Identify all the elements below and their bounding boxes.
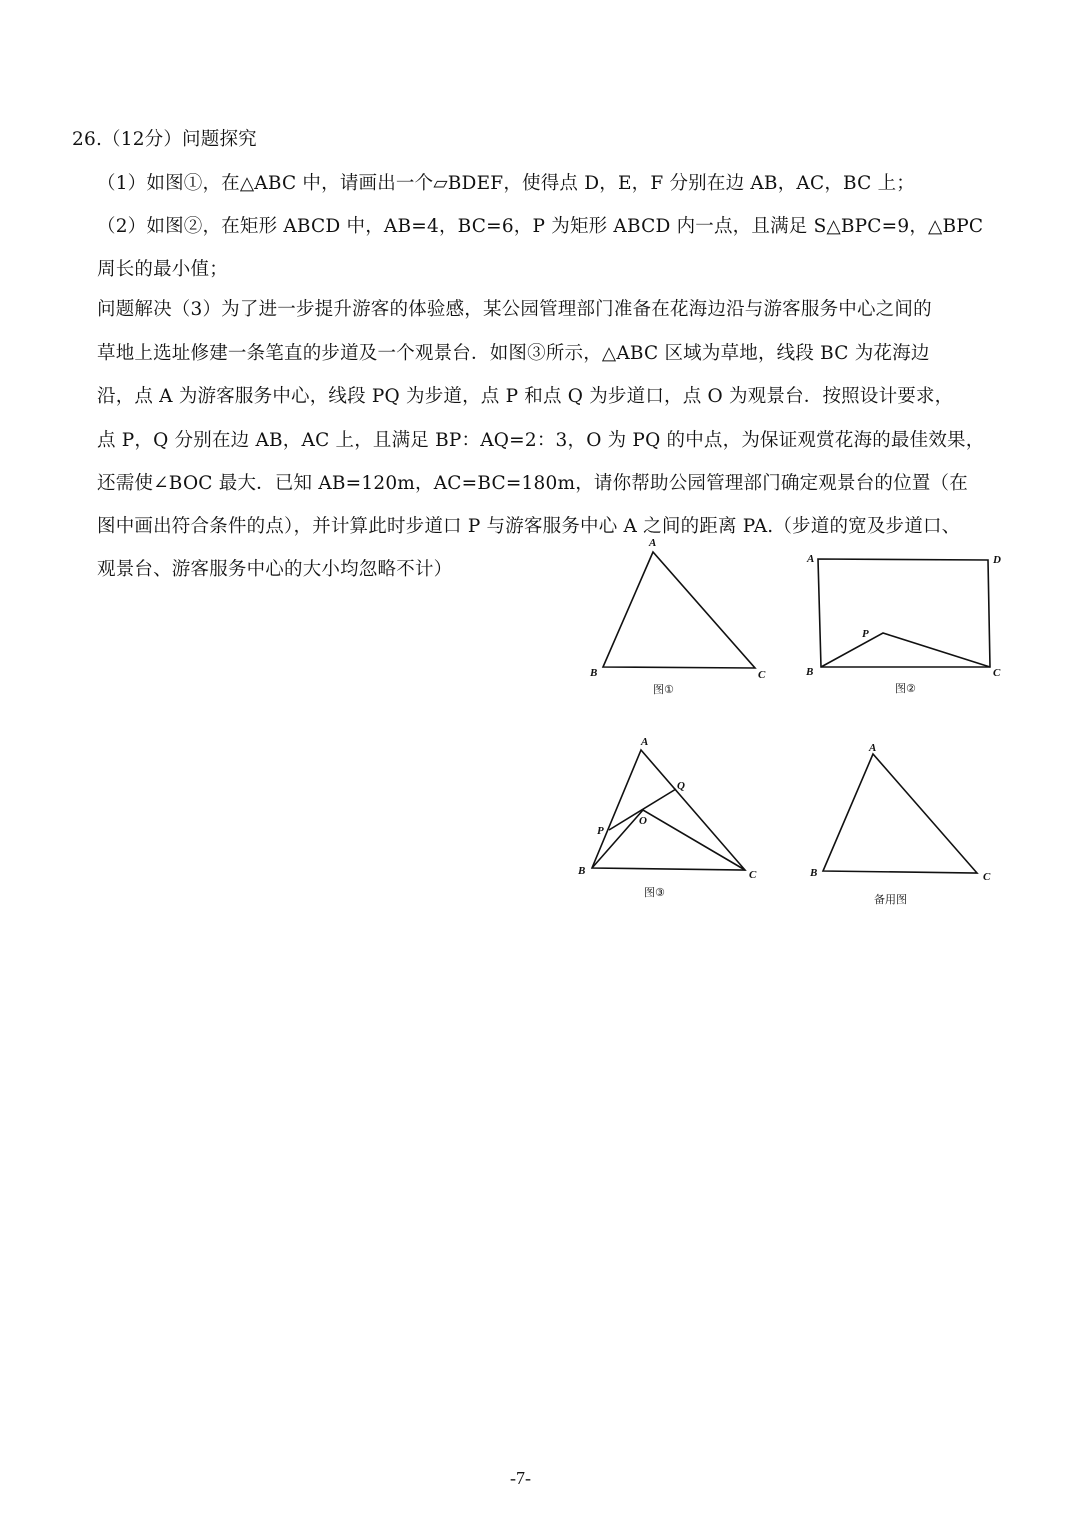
label-a: A [869,742,877,754]
label-a: A [641,736,649,748]
figure-caption: 图③ [644,886,665,899]
part1-text: （1）如图①，在△ABC 中，请画出一个▱BDEF，使得点 D，E，F 分别在边 AB，AC，BC 上； [97,173,915,194]
part2-line: （2）如图②，在矩形 ABCD 中，AB=4，BC=6，P 为矩形 ABCD 内一点，且满足 S△BPC=9，△BPC [97,216,984,237]
part3-line: 问题解决（3）为了进一步提升游客的体验感，某公园管理部门准备在花海边沿与游客服务中心之间的 [97,299,932,320]
label-p: P [597,825,604,837]
part3-line: 还需使∠BOC 最大．已知 AB=120m，AC=BC=180m，请你帮助公园管理部门确定观景台的位置（在 [97,473,968,494]
figure-caption: 图② [895,682,916,695]
label-a: A [807,553,815,565]
figure-caption: 图① [653,683,674,696]
label-q: Q [677,780,685,792]
figure-1 [589,537,766,696]
angle-boc [592,810,745,870]
triangle-abc [603,552,755,668]
label-c: C [983,871,991,883]
label-a: A [649,537,657,549]
label-p: P [862,628,869,640]
label-c: C [993,667,1001,679]
label-o: O [639,815,647,827]
part3-line: 草地上选址修建一条笔直的步道及一个观景台．如图③所示，△ABC 区域为草地，线段 BC 为花海边 [97,343,930,364]
question-header: 26.（12分）问题探究 [72,129,257,150]
part3-line: 点 P，Q 分别在边 AB，AC 上，且满足 BP：AQ=2：3，O 为 PQ 的中点，为保证观赏花海的最佳效果， [97,430,985,451]
page-number: -7- [510,1468,531,1488]
part2-line: 周长的最小值； [97,259,228,280]
part3-line: 沿，点 A 为游客服务中心，线段 PQ 为步道，点 P 和点 Q 为步道口，点 O 为观景台．按照设计要求， [97,386,954,407]
label-c: C [749,869,757,881]
part3-line: 观景台、游客服务中心的大小均忽略不计） [97,559,453,580]
rectangle-abcd [818,559,990,667]
label-b: B [810,867,818,879]
figure-caption: 备用图 [874,893,907,906]
triangle-abc [823,754,977,873]
triangle-bpc [821,633,990,667]
figure-3 [577,736,757,899]
label-c: C [758,669,766,681]
part3-line: 图中画出符合条件的点），并计算此时步道口 P 与游客服务中心 A 之间的距离 PA.（步道的宽及步道口、 [97,516,961,537]
label-b: B [806,666,814,678]
figure-spare [809,742,991,906]
label-b: B [578,865,586,877]
triangle-abc [592,750,745,870]
label-b: B [590,667,598,679]
figure-2 [805,553,1001,695]
label-d: D [993,554,1001,566]
